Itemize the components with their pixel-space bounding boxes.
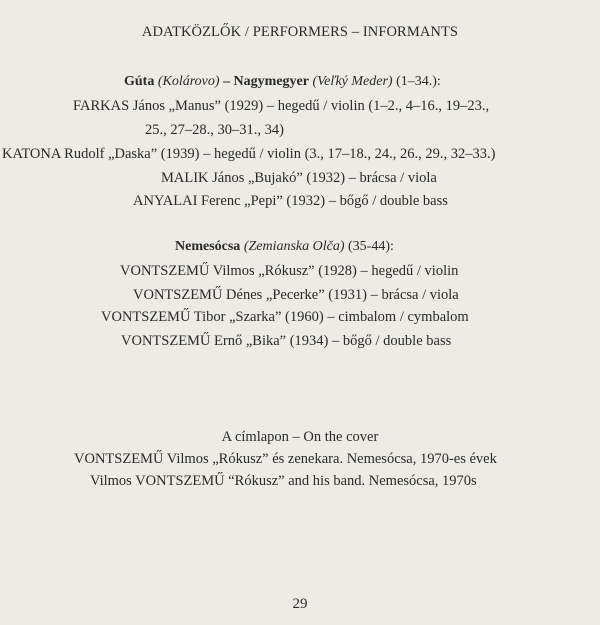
performer-line: FARKAS János „Manus” (1929) – hegedű / violin (1–2., 4–16., 19–23., — [73, 98, 490, 114]
cover-caption-en: Vilmos VONTSZEMŰ “Rókusz” and his band. Nemesócsa, 1970s — [90, 473, 477, 489]
place-nagymegyer-alt: (Veľký Meder) — [312, 74, 393, 89]
place-guta-alt: (Kolárovo) — [157, 74, 220, 89]
track-range-1: (1–34.): — [392, 74, 441, 89]
performer-line: 25., 27–28., 30–31., 34) — [145, 122, 284, 138]
group-heading-guta — [124, 73, 441, 91]
place-nemesocsa-alt: (Zemianska Olča) — [243, 239, 345, 254]
place-guta: Gúta — [124, 74, 155, 89]
place-nagymegyer: Nagymegyer — [233, 74, 309, 89]
performer-line: ANYALAI Ferenc „Pepi” (1932) – bőgő / double bass — [133, 193, 448, 209]
cover-heading: A címlapon – On the cover — [221, 429, 379, 445]
group-heading-nemesocsa — [175, 238, 394, 256]
place-nemesocsa: Nemesócsa — [175, 239, 241, 254]
performer-line: VONTSZEMŰ Ernő „Bika” (1934) – bőgő / double bass — [121, 333, 452, 349]
track-range-2: (35-44): — [344, 239, 394, 254]
performer-line: MALIK János „Bujakó” (1932) – brácsa / viola — [161, 170, 437, 186]
performer-line: VONTSZEMŰ Vilmos „Rókusz” (1928) – hegedű / violin — [120, 263, 459, 279]
page-number: 29 — [292, 596, 308, 612]
cover-caption-hu: VONTSZEMŰ Vilmos „Rókusz” és zenekara. Nemesócsa, 1970-es évek — [74, 451, 497, 467]
performer-line: VONTSZEMŰ Dénes „Pecerke” (1931) – brácsa / viola — [133, 287, 459, 303]
performer-line: VONTSZEMŰ Tibor „Szarka” (1960) – cimbalom / cymbalom — [101, 309, 469, 325]
performer-line: KATONA Rudolf „Daska” (1939) – hegedű / violin (3., 17–18., 24., 26., 29., 32–33.) — [2, 146, 496, 162]
page-title: ADATKÖZLŐK / PERFORMERS – INFORMANTS — [141, 24, 459, 40]
heading-dash: – — [219, 74, 234, 89]
